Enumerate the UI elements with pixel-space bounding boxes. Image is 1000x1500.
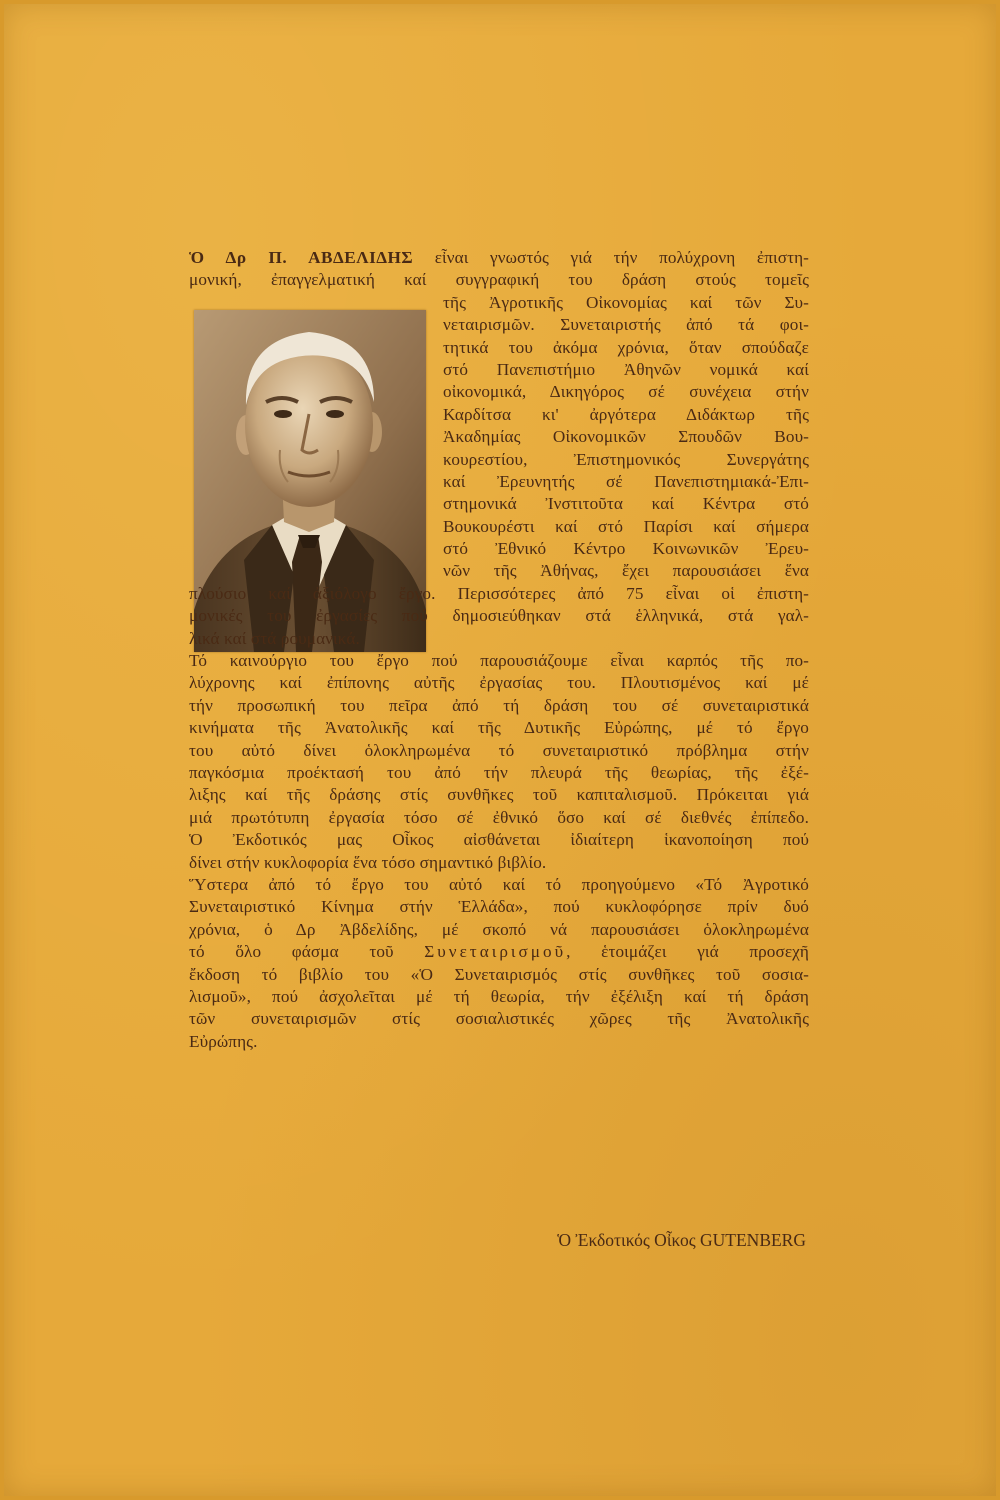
- work-line-5: του αὐτό δίνει ὁλοκληρωμένα τό συνεταιριστικό πρόβλημα στήν: [189, 740, 809, 760]
- bio-line-9: Ἀκαδημίας Οἰκονομικῶν Σπουδῶν Βου-: [443, 427, 809, 447]
- work-line-8: μιά πρωτότυπη ἐργασία τόσο σέ ἐθνικό ὅσο καί σέ διεθνές ἐπίπεδο.: [189, 807, 809, 827]
- next-line-4: τό ὅλο φάσμα τοῦ Συνεταιρισμοῦ, ἑτοιμάζει γιά προσεχῆ: [189, 942, 809, 962]
- work-line-7: λιξης καί τῆς δράσης στίς συνθῆκες τοῦ καπιταλισμοῦ. Πρόκειται γιά: [189, 785, 809, 805]
- next-line-8: Εὐρώπης.: [189, 1031, 258, 1051]
- author-biography: [189, 247, 809, 1053]
- bio-line-2: μονική, ἐπαγγελματική καί συγγραφική του δράση στούς τομεῖς: [189, 270, 809, 290]
- next-line-7: τῶν συνεταιρισμῶν στίς σοσιαλιστικές χῶρες τῆς Ἀνατολικῆς: [189, 1009, 809, 1029]
- next-line-2: Συνεταιριστικό Κίνημα στήν Ἑλλάδα», πού κυκλοφόρησε πρίν δυό: [189, 897, 809, 917]
- work-line-1: Τό καινούργιο του ἔργο πού παρουσιάζουμε εἶναι καρπός τῆς πο-: [189, 651, 809, 671]
- next-line-5: ἔκδοση τό βιβλίο του «Ὁ Συνεταιρισμός στίς συνθῆκες τοῦ σοσια-: [189, 964, 809, 984]
- bio-line-6: στό Πανεπιστήμιο Ἀθηνῶν νομικά καί: [443, 359, 809, 379]
- next-line-6: λισμοῦ», πού ἀσχολεῖται μέ τή θεωρία, τήν ἐξέλιξη καί τή δράση: [189, 986, 809, 1006]
- bio-line-15: νῶν τῆς Ἀθήνας, ἔχει παρουσιάσει ἕνα: [443, 561, 809, 581]
- work-line-9: Ὁ Ἐκδοτικός μας Οἶκος αἰσθάνεται ἰδιαίτερη ἱκανοποίηση πού: [189, 830, 809, 850]
- work-line-6: παγκόσμια προέκτασή του ἀπό τήν πλευρά τῆς θεωρίας, τῆς ἐξέ-: [189, 762, 809, 782]
- bio-line-16: πλούσιο καί ἀξιόλογο ἔργο. Περισσότερες ἀπό 75 εἶναι οἱ ἐπιστη-: [189, 583, 809, 603]
- bio-line-11: καί Ἐρευνητής σέ Πανεπιστημιακά-Ἐπι-: [443, 471, 809, 491]
- bio-line-12: στημονικά Ἰνστιτοῦτα καί Κέντρα στό: [443, 494, 809, 514]
- bio-line-17: μονικές του ἐργασίες πού δημοσιεύθηκαν στά ἑλληνικά, στά γαλ-: [189, 606, 809, 626]
- bio-line-1: Ὁ Δρ Π. ΑΒΔΕΛΙΔΗΣ εἶναι γνωστός γιά τήν πολύχρονη ἐπιστη-: [189, 248, 810, 267]
- work-line-3: τήν προσωπική του πεῖρα ἀπό τή δράση του σέ συνεταιριστικά: [189, 695, 809, 715]
- next-line-3: χρόνια, ὁ Δρ Ἀβδελίδης, μέ σκοπό νά παρουσιάσει ὁλοκληρωμένα: [189, 919, 809, 939]
- author-name: Ὁ Δρ Π. ΑΒΔΕΛΙΔΗΣ: [189, 248, 414, 267]
- bio-line-4: νεταιρισμῶν. Συνεταιριστής ἀπό τά φοι-: [443, 315, 809, 335]
- spaced-word: Συνεταιρισμοῦ: [424, 942, 567, 962]
- next-line-1: Ὕστερα ἀπό τό ἔργο του αὐτό καί τό προηγούμενο «Τό Ἀγροτικό: [189, 874, 809, 894]
- bio-line-14: στό Ἐθνικό Κέντρο Κοινωνικῶν Ἐρευ-: [443, 539, 809, 559]
- bio-line-18: λικά καί στά ρουμανικά.: [189, 628, 360, 648]
- bio-line-8: Καρδίτσα κι' ἀργότερα Διδάκτωρ τῆς: [443, 404, 809, 424]
- bio-line-7: οἰκονομικά, Δικηγόρος σέ συνέχεια στήν: [443, 382, 809, 402]
- work-line-4: κινήματα τῆς Ἀνατολικῆς καί τῆς Δυτικῆς Εὐρώπης, μέ τό ἔργο: [189, 718, 809, 738]
- work-line-2: λύχρονης καί ἐπίπονης αὐτῆς ἐργασίας του. Πλουτισμένος καί μέ: [189, 673, 809, 693]
- publisher-signature: Ὁ Ἐκδοτικός Οἶκος GUTENBERG: [557, 1230, 806, 1250]
- work-line-10: δίνει στήν κυκλοφορία ἕνα τόσο σημαντικό βιβλίο.: [189, 852, 547, 872]
- bio-line-10: κουρεστίου, Ἐπιστημονικός Συνεργάτης: [443, 449, 809, 469]
- bio-line-5: τητικά του ἀκόμα χρόνια, ὅταν σπούδαζε: [443, 337, 809, 357]
- bio-line-3: τῆς Ἀγροτικῆς Οἰκονομίας καί τῶν Συ-: [443, 292, 809, 312]
- bio-line-13: Βουκουρέστι καί στό Παρίσι καί σήμερα: [443, 516, 809, 536]
